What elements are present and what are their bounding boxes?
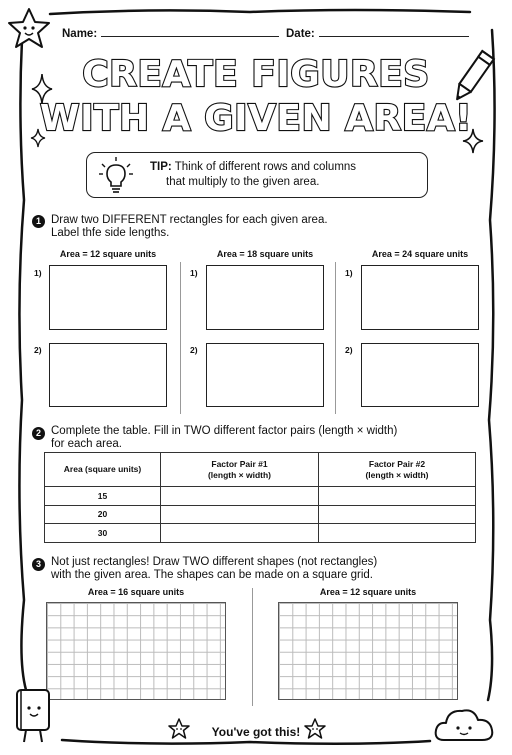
grid-1-label: Area = 16 square units <box>87 587 185 597</box>
factor-pair-table <box>44 452 476 543</box>
rect-label: 2) <box>345 345 353 355</box>
name-field[interactable] <box>62 27 279 40</box>
question-1-text <box>51 214 328 240</box>
area-cell: 30 <box>45 524 161 543</box>
tip-line-2: that multiply to the given area. <box>166 176 320 188</box>
tip-line-1: Think of different rows and columns <box>174 161 357 173</box>
rect-label: 2) <box>190 345 198 355</box>
tip-text <box>150 160 420 190</box>
grid-2-label: Area = 12 square units <box>319 587 417 597</box>
question-1-number: 1 <box>32 215 45 228</box>
lightbulb-icon <box>96 156 136 196</box>
column-divider <box>180 262 181 414</box>
rectangle-drawing-box[interactable] <box>206 343 324 407</box>
rectangle-drawing-box[interactable] <box>49 343 167 407</box>
question-2-line-2: for each area. <box>51 438 122 450</box>
area-18-header: Area = 18 square units <box>216 249 314 259</box>
rectangle-drawing-box[interactable] <box>206 265 324 330</box>
question-3-text <box>51 556 377 582</box>
area-24-header: Area = 24 square units <box>371 249 469 259</box>
area-cell: 15 <box>45 487 161 506</box>
rectangle-drawing-box[interactable] <box>49 265 167 330</box>
star-icon <box>304 718 326 740</box>
question-1-line-1: Draw two DIFFERENT rectangles for each given area. <box>51 214 328 226</box>
tip-label: TIP: <box>150 161 172 173</box>
header-line: Factor Pair #2 <box>368 458 426 469</box>
title-line-2: WITH A GIVEN AREA! <box>39 98 473 139</box>
rect-label: 1) <box>190 268 198 278</box>
area-12-header: Area = 12 square units <box>59 249 157 259</box>
answer-cell[interactable] <box>161 524 319 543</box>
table-header-factor-pair-1 <box>161 453 319 487</box>
question-2-line-1: Complete the table. Fill in TWO different factor pairs (length × width) <box>51 425 398 437</box>
table-header-factor-pair-2 <box>319 453 476 487</box>
square-grid[interactable] <box>278 602 458 700</box>
rect-label: 1) <box>34 268 42 278</box>
header-line: (length × width) <box>207 469 272 480</box>
table-header-row <box>45 453 476 487</box>
cloud-mascot-icon <box>432 702 496 746</box>
table-row <box>45 487 476 506</box>
rectangle-drawing-box[interactable] <box>361 343 479 407</box>
question-3-line-1: Not just rectangles! Draw TWO different shapes (not rectangles) <box>51 556 378 568</box>
header-line: Factor Pair #1 <box>211 458 268 469</box>
table-row <box>45 524 476 543</box>
date-label: Date: <box>286 28 315 40</box>
answer-cell[interactable] <box>319 505 476 524</box>
answer-cell[interactable] <box>319 524 476 543</box>
title-line-1: CREATE FIGURES <box>82 54 430 95</box>
rect-label: 2) <box>34 345 42 355</box>
area-cell: 20 <box>45 505 161 524</box>
answer-cell[interactable] <box>161 505 319 524</box>
question-3-number: 3 <box>32 558 45 571</box>
answer-cell[interactable] <box>161 487 319 506</box>
question-2-text <box>51 425 397 451</box>
footer-message: You've got this! <box>211 725 301 739</box>
table-row <box>45 505 476 524</box>
square-grid[interactable] <box>46 602 226 700</box>
question-2-number: 2 <box>32 427 45 440</box>
question-1-line-2: Label thfe side lengths. <box>51 227 170 239</box>
column-divider <box>335 262 336 414</box>
rectangle-drawing-box[interactable] <box>361 265 479 330</box>
grid-divider <box>252 588 253 706</box>
table-header-area: Area (square units) <box>45 453 161 487</box>
rect-label: 1) <box>345 268 353 278</box>
answer-cell[interactable] <box>319 487 476 506</box>
header-line: (length × width) <box>365 469 429 480</box>
star-mascot-icon <box>6 6 52 52</box>
name-label: Name: <box>62 28 98 40</box>
date-field[interactable] <box>286 27 469 40</box>
question-3-line-2: with the given area. The shapes can be made on a square grid. <box>51 569 373 581</box>
